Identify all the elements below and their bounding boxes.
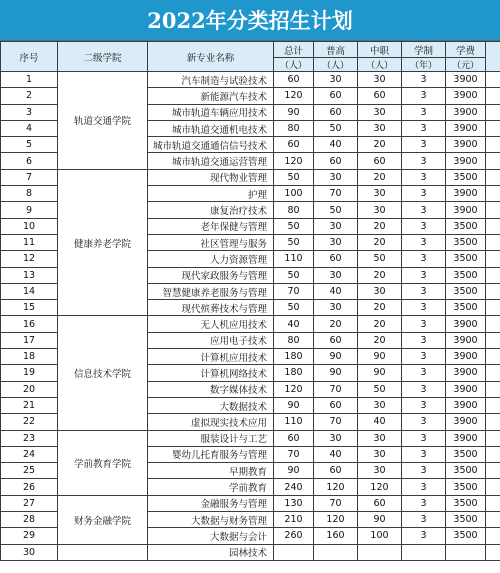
row-major: 学前教育 <box>148 479 274 495</box>
row-spacer <box>486 72 500 88</box>
row-total: 90 <box>274 104 314 120</box>
header-college: 二级学院 <box>58 42 148 72</box>
row-spacer <box>486 169 500 185</box>
row-fee: 3900 <box>446 332 486 348</box>
row-total: 60 <box>274 72 314 88</box>
row-total: 120 <box>274 88 314 104</box>
row-total: 180 <box>274 365 314 381</box>
row-fee: 3900 <box>446 414 486 430</box>
college-name: 学前教育学院 <box>58 430 148 495</box>
row-total: 40 <box>274 316 314 332</box>
row-total: 50 <box>274 300 314 316</box>
row-total: 50 <box>274 218 314 234</box>
row-seq: 8 <box>1 186 58 202</box>
row-general: 50 <box>314 202 358 218</box>
row-fee: 3500 <box>446 463 486 479</box>
row-general: 40 <box>314 446 358 462</box>
row-seq: 14 <box>1 283 58 299</box>
row-years: 3 <box>402 186 446 202</box>
row-general: 30 <box>314 218 358 234</box>
row-vocational: 30 <box>358 202 402 218</box>
row-general: 30 <box>314 234 358 250</box>
row-years: 3 <box>402 88 446 104</box>
row-years: 3 <box>402 332 446 348</box>
row-major: 现代家政服务与管理 <box>148 267 274 283</box>
row-spacer <box>486 300 500 316</box>
table-row <box>1 316 500 332</box>
row-years: 3 <box>402 283 446 299</box>
row-years: 3 <box>402 300 446 316</box>
row-total: 100 <box>274 186 314 202</box>
table-row <box>1 169 500 185</box>
row-years: 3 <box>402 397 446 413</box>
row-vocational: 90 <box>358 512 402 528</box>
row-general: 60 <box>314 104 358 120</box>
row-spacer <box>486 186 500 202</box>
row-total: 50 <box>274 169 314 185</box>
row-general: 30 <box>314 430 358 446</box>
row-major: 服装设计与工艺 <box>148 430 274 446</box>
row-major: 城市轨道交通运营管理 <box>148 153 274 169</box>
row-vocational: 60 <box>358 88 402 104</box>
row-spacer <box>486 446 500 462</box>
row-total: 240 <box>274 479 314 495</box>
row-vocational: 90 <box>358 365 402 381</box>
row-total <box>274 544 314 560</box>
row-spacer <box>486 251 500 267</box>
row-general: 30 <box>314 300 358 316</box>
row-years: 3 <box>402 202 446 218</box>
row-years: 3 <box>402 414 446 430</box>
row-general <box>314 544 358 560</box>
row-general: 30 <box>314 72 358 88</box>
table-header-row <box>1 42 500 58</box>
row-years: 3 <box>402 381 446 397</box>
header-years-unit: （年） <box>402 58 446 72</box>
row-fee: 3900 <box>446 397 486 413</box>
row-general: 70 <box>314 186 358 202</box>
row-seq: 3 <box>1 104 58 120</box>
row-seq: 22 <box>1 414 58 430</box>
row-general: 60 <box>314 251 358 267</box>
row-total: 70 <box>274 446 314 462</box>
row-vocational: 20 <box>358 316 402 332</box>
row-major: 金融服务与管理 <box>148 495 274 511</box>
row-major: 计算机应用技术 <box>148 349 274 365</box>
row-spacer <box>486 512 500 528</box>
row-general: 60 <box>314 397 358 413</box>
row-seq: 13 <box>1 267 58 283</box>
row-vocational: 30 <box>358 446 402 462</box>
row-general: 30 <box>314 267 358 283</box>
row-general: 30 <box>314 169 358 185</box>
row-years: 3 <box>402 120 446 136</box>
row-vocational: 20 <box>358 267 402 283</box>
row-general: 70 <box>314 381 358 397</box>
row-years: 3 <box>402 153 446 169</box>
row-seq: 10 <box>1 218 58 234</box>
row-spacer <box>486 544 500 560</box>
row-seq: 23 <box>1 430 58 446</box>
row-spacer <box>486 381 500 397</box>
row-spacer <box>486 267 500 283</box>
row-fee: 3500 <box>446 169 486 185</box>
row-total: 90 <box>274 463 314 479</box>
row-fee: 3900 <box>446 137 486 153</box>
row-years: 3 <box>402 446 446 462</box>
row-spacer <box>486 414 500 430</box>
row-seq: 21 <box>1 397 58 413</box>
row-spacer <box>486 202 500 218</box>
row-vocational: 50 <box>358 251 402 267</box>
row-general: 90 <box>314 349 358 365</box>
row-seq: 26 <box>1 479 58 495</box>
row-general: 60 <box>314 153 358 169</box>
row-major: 人力资源管理 <box>148 251 274 267</box>
row-total: 120 <box>274 153 314 169</box>
row-years: 3 <box>402 495 446 511</box>
table-row <box>1 544 500 560</box>
row-major: 大数据与会计 <box>148 528 274 544</box>
header-vocational: 中职 <box>358 42 402 58</box>
row-years: 3 <box>402 365 446 381</box>
row-vocational: 120 <box>358 479 402 495</box>
row-general: 120 <box>314 512 358 528</box>
row-spacer <box>486 153 500 169</box>
row-general: 40 <box>314 283 358 299</box>
header-total-unit: （人） <box>274 58 314 72</box>
row-fee: 3500 <box>446 234 486 250</box>
row-fee: 3500 <box>446 528 486 544</box>
row-spacer <box>486 218 500 234</box>
row-fee: 3900 <box>446 104 486 120</box>
row-fee: 3900 <box>446 120 486 136</box>
header-vocational-unit: （人） <box>358 58 402 72</box>
row-major: 城市轨道交通通信信号技术 <box>148 137 274 153</box>
row-spacer <box>486 234 500 250</box>
row-general: 70 <box>314 414 358 430</box>
row-general: 70 <box>314 495 358 511</box>
row-vocational: 50 <box>358 381 402 397</box>
row-total: 120 <box>274 381 314 397</box>
college-name: 轨道交通学院 <box>58 72 148 170</box>
row-fee <box>446 544 486 560</box>
row-fee: 3500 <box>446 218 486 234</box>
header-seq: 序号 <box>1 42 58 72</box>
row-total: 180 <box>274 349 314 365</box>
row-total: 110 <box>274 251 314 267</box>
row-vocational: 30 <box>358 186 402 202</box>
row-years: 3 <box>402 137 446 153</box>
row-general: 160 <box>314 528 358 544</box>
header-fee-unit: （元） <box>446 58 486 72</box>
header-years: 学制 <box>402 42 446 58</box>
row-major: 城市轨道交通机电技术 <box>148 120 274 136</box>
header-major: 新专业名称 <box>148 42 274 72</box>
row-vocational: 30 <box>358 72 402 88</box>
row-fee: 3900 <box>446 202 486 218</box>
row-fee: 3500 <box>446 479 486 495</box>
row-vocational: 20 <box>358 169 402 185</box>
row-seq: 19 <box>1 365 58 381</box>
row-fee: 3900 <box>446 153 486 169</box>
row-years: 3 <box>402 267 446 283</box>
row-seq: 1 <box>1 72 58 88</box>
header-general-unit: （人） <box>314 58 358 72</box>
row-years: 3 <box>402 463 446 479</box>
row-major: 康复治疗技术 <box>148 202 274 218</box>
row-general: 60 <box>314 332 358 348</box>
row-major: 早期教育 <box>148 463 274 479</box>
row-total: 50 <box>274 234 314 250</box>
enrollment-plan-table <box>0 41 500 561</box>
row-spacer <box>486 495 500 511</box>
row-major: 社区管理与服务 <box>148 234 274 250</box>
row-vocational: 30 <box>358 120 402 136</box>
row-total: 90 <box>274 397 314 413</box>
row-seq: 28 <box>1 512 58 528</box>
row-vocational: 30 <box>358 104 402 120</box>
row-spacer <box>486 332 500 348</box>
table-row <box>1 495 500 511</box>
row-seq: 29 <box>1 528 58 544</box>
row-total: 60 <box>274 137 314 153</box>
row-major: 城市轨道车辆应用技术 <box>148 104 274 120</box>
row-total: 80 <box>274 332 314 348</box>
row-years: 3 <box>402 349 446 365</box>
row-seq: 16 <box>1 316 58 332</box>
row-spacer <box>486 349 500 365</box>
row-major: 现代物业管理 <box>148 169 274 185</box>
row-fee: 3900 <box>446 381 486 397</box>
row-spacer <box>486 104 500 120</box>
row-spacer <box>486 463 500 479</box>
row-major: 护理 <box>148 186 274 202</box>
row-fee: 3500 <box>446 446 486 462</box>
header-fee: 学费 <box>446 42 486 58</box>
row-years: 3 <box>402 251 446 267</box>
row-major: 虚拟现实技术应用 <box>148 414 274 430</box>
college-name: 财务金融学院 <box>58 495 148 544</box>
row-total: 80 <box>274 120 314 136</box>
row-fee: 3900 <box>446 316 486 332</box>
row-vocational: 20 <box>358 137 402 153</box>
row-major: 老年保健与管理 <box>148 218 274 234</box>
row-spacer <box>486 528 500 544</box>
row-vocational: 60 <box>358 495 402 511</box>
row-major: 应用电子技术 <box>148 332 274 348</box>
row-seq: 24 <box>1 446 58 462</box>
row-years: 3 <box>402 512 446 528</box>
row-seq: 27 <box>1 495 58 511</box>
row-major: 数字媒体技术 <box>148 381 274 397</box>
row-years: 3 <box>402 430 446 446</box>
row-total: 60 <box>274 430 314 446</box>
page-title: 2022年分类招生计划 <box>0 0 500 41</box>
row-major: 无人机应用技术 <box>148 316 274 332</box>
row-fee: 3500 <box>446 283 486 299</box>
row-total: 130 <box>274 495 314 511</box>
college-empty <box>58 544 148 560</box>
row-vocational: 60 <box>358 153 402 169</box>
row-spacer <box>486 137 500 153</box>
row-major: 大数据技术 <box>148 397 274 413</box>
row-vocational: 90 <box>358 349 402 365</box>
header-general: 普高 <box>314 42 358 58</box>
row-seq: 18 <box>1 349 58 365</box>
row-total: 70 <box>274 283 314 299</box>
row-vocational: 30 <box>358 283 402 299</box>
row-major: 大数据与财务管理 <box>148 512 274 528</box>
row-seq: 20 <box>1 381 58 397</box>
row-fee: 3900 <box>446 349 486 365</box>
row-vocational: 20 <box>358 332 402 348</box>
row-seq: 11 <box>1 234 58 250</box>
row-vocational <box>358 544 402 560</box>
row-fee: 3900 <box>446 365 486 381</box>
row-spacer <box>486 283 500 299</box>
table-row <box>1 72 500 88</box>
row-vocational: 20 <box>358 300 402 316</box>
row-vocational: 30 <box>358 463 402 479</box>
row-seq: 4 <box>1 120 58 136</box>
row-years <box>402 544 446 560</box>
college-name: 信息技术学院 <box>58 316 148 430</box>
row-years: 3 <box>402 218 446 234</box>
row-total: 210 <box>274 512 314 528</box>
row-fee: 3500 <box>446 300 486 316</box>
row-major: 智慧健康养老服务与管理 <box>148 283 274 299</box>
row-general: 60 <box>314 463 358 479</box>
row-years: 3 <box>402 316 446 332</box>
row-spacer <box>486 365 500 381</box>
row-spacer <box>486 88 500 104</box>
row-spacer <box>486 397 500 413</box>
row-general: 120 <box>314 479 358 495</box>
row-general: 40 <box>314 137 358 153</box>
row-fee: 3500 <box>446 267 486 283</box>
row-seq: 9 <box>1 202 58 218</box>
row-years: 3 <box>402 72 446 88</box>
row-major: 婴幼儿托育服务与管理 <box>148 446 274 462</box>
row-fee: 3900 <box>446 88 486 104</box>
row-vocational: 40 <box>358 414 402 430</box>
row-spacer <box>486 479 500 495</box>
row-major: 园林技术 <box>148 544 274 560</box>
row-fee: 3900 <box>446 72 486 88</box>
row-general: 60 <box>314 88 358 104</box>
row-seq: 30 <box>1 544 58 560</box>
row-seq: 25 <box>1 463 58 479</box>
row-general: 50 <box>314 120 358 136</box>
row-years: 3 <box>402 169 446 185</box>
row-total: 110 <box>274 414 314 430</box>
row-fee: 3500 <box>446 512 486 528</box>
row-seq: 12 <box>1 251 58 267</box>
row-general: 20 <box>314 316 358 332</box>
college-name: 健康养老学院 <box>58 169 148 316</box>
row-fee: 3900 <box>446 186 486 202</box>
row-major: 汽车制造与试验技术 <box>148 72 274 88</box>
row-total: 260 <box>274 528 314 544</box>
row-fee: 3500 <box>446 495 486 511</box>
row-years: 3 <box>402 479 446 495</box>
row-years: 3 <box>402 104 446 120</box>
row-vocational: 100 <box>358 528 402 544</box>
row-years: 3 <box>402 528 446 544</box>
row-seq: 7 <box>1 169 58 185</box>
header-spacer <box>486 42 500 72</box>
row-years: 3 <box>402 234 446 250</box>
row-general: 90 <box>314 365 358 381</box>
row-major: 计算机网络技术 <box>148 365 274 381</box>
row-seq: 5 <box>1 137 58 153</box>
row-major: 新能源汽车技术 <box>148 88 274 104</box>
row-vocational: 20 <box>358 218 402 234</box>
row-spacer <box>486 316 500 332</box>
header-total: 总计 <box>274 42 314 58</box>
row-spacer <box>486 430 500 446</box>
row-vocational: 20 <box>358 234 402 250</box>
row-total: 50 <box>274 267 314 283</box>
row-seq: 15 <box>1 300 58 316</box>
row-seq: 6 <box>1 153 58 169</box>
row-vocational: 30 <box>358 397 402 413</box>
row-major: 现代殡葬技术与管理 <box>148 300 274 316</box>
row-total: 80 <box>274 202 314 218</box>
table-row <box>1 430 500 446</box>
row-fee: 3900 <box>446 430 486 446</box>
row-vocational: 30 <box>358 430 402 446</box>
row-fee: 3500 <box>446 251 486 267</box>
row-seq: 2 <box>1 88 58 104</box>
row-seq: 17 <box>1 332 58 348</box>
row-spacer <box>486 120 500 136</box>
